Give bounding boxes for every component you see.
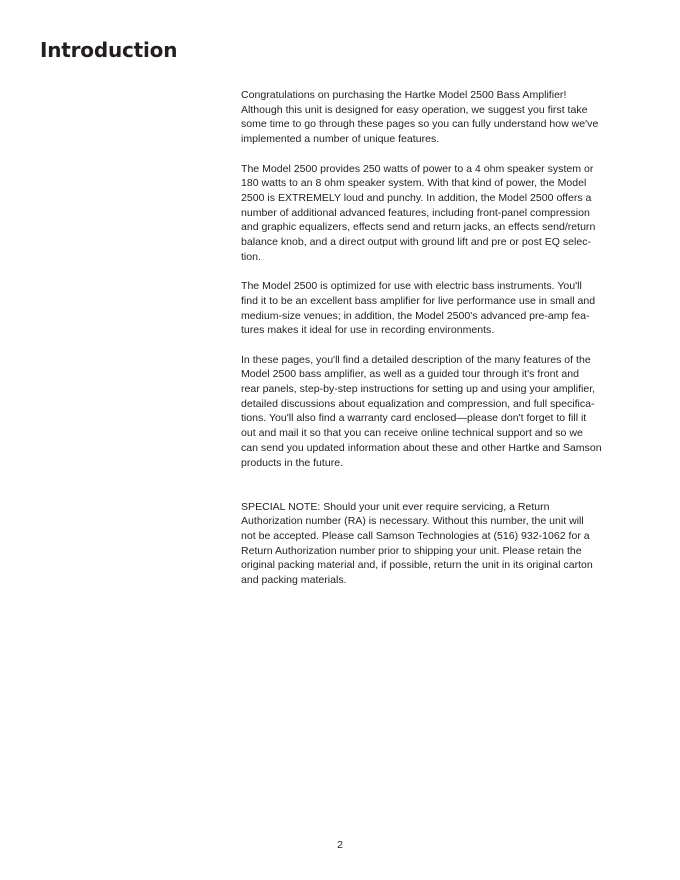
body-text [241,88,641,603]
bass-usage-paragraph: The Model 2500 is optimized for use with electric bass instruments. You'll find it to be an excellent bass amplifier for live performance use in small and medium-size venues; in addition, the Model 2500's advanced pre-amp fea- tures makes it ideal for use in recording environments. [241,280,596,337]
power-paragraph: The Model 2500 provides 250 watts of power to a 4 ohm speaker system or 180 watts to an 8 ohm speaker system. With that kind of power, the Model 2500 is EXTREMELY loud and punchy. In addition, the Model 2500 offers a number of additional advanced features, including front-panel compression and graphic equalizers, effects send and return jacks, an effects send/return balance knob, and a direct output with ground lift and pre or post EQ selec- tion. [241,162,596,263]
page-title: Introduction [40,38,178,62]
page-number: 2 [337,839,343,851]
intro-paragraph: Congratulations on purchasing the Hartke Model 2500 Bass Amplifier! Although this unit is designed for easy operation, we suggest you first take some time to go through these pages so you can fully understand how we've implemented a number of unique features. [241,89,599,146]
manual-contents-paragraph: In these pages, you'll find a detailed description of the many features of the Model 2500 bass amplifier, as well as a guided tour through it's front and rear panels, step-by-step instructions for setting up and using your amplifier, detailed discussions about equalization and compression, and full specifica- tions. You'll also find a warranty card enclosed—please don't forget to fill it out and mail it so that you can receive online technical support and so we can send you updated information about these and other Hartke and Samson products in the future. [241,353,602,469]
special-note-paragraph: SPECIAL NOTE: Should your unit ever require servicing, a Return Authorization number (RA) is necessary. Without this number, the unit will not be accepted. Please call Samson Technologies at (516) 932-1062 for a Return Authorization number prior to shipping your unit. Please retain the original packing material and, if possible, return the unit in its original carton and packing materials. [241,500,593,587]
